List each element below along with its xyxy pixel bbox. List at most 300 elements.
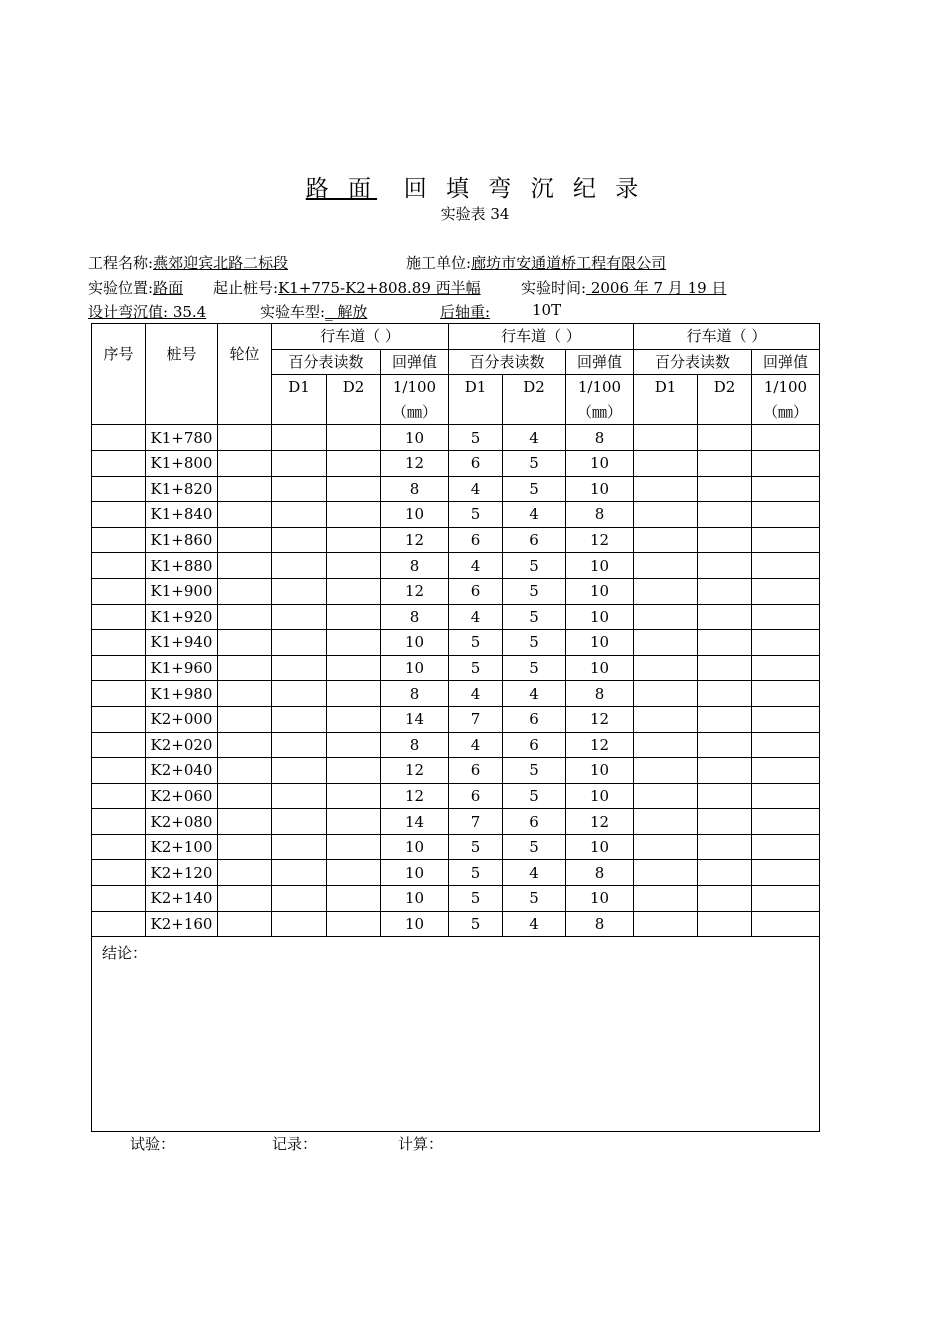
d1-cell xyxy=(272,809,327,835)
d1-header-1: D1 xyxy=(272,375,327,425)
rebound-cell xyxy=(752,425,820,451)
rebound-cell: 10 xyxy=(566,630,634,656)
d1-cell xyxy=(272,502,327,528)
d2-cell: 5 xyxy=(503,476,566,502)
d1-cell xyxy=(634,630,698,656)
d1-cell: 5 xyxy=(449,860,503,886)
project-value: 燕郊迎宾北路二标段 xyxy=(153,254,289,272)
d1-cell: 5 xyxy=(449,630,503,656)
d2-cell xyxy=(698,758,752,784)
station-cell: K1+940 xyxy=(146,630,218,656)
table-row xyxy=(92,834,820,860)
unit-header-1: 1/100 xyxy=(381,375,449,400)
d2-header-3: D2 xyxy=(698,375,752,425)
d1-cell xyxy=(634,732,698,758)
rebound-cell xyxy=(752,630,820,656)
seq-cell xyxy=(92,527,146,553)
station-cell: K2+160 xyxy=(146,911,218,937)
d2-cell xyxy=(327,834,381,860)
d2-cell xyxy=(698,450,752,476)
d2-cell xyxy=(698,860,752,886)
d1-cell xyxy=(634,706,698,732)
d2-cell: 4 xyxy=(503,681,566,707)
d1-cell: 5 xyxy=(449,502,503,528)
table-row xyxy=(92,425,820,451)
table-row xyxy=(92,476,820,502)
station-cell: K1+840 xyxy=(146,502,218,528)
dial-header-1: 百分表读数 xyxy=(272,349,381,375)
rebound-cell: 10 xyxy=(381,860,449,886)
station-cell: K1+820 xyxy=(146,476,218,502)
rebound-cell: 10 xyxy=(381,502,449,528)
d1-cell xyxy=(272,834,327,860)
d2-cell xyxy=(698,655,752,681)
d1-cell: 5 xyxy=(449,834,503,860)
rebound-cell: 8 xyxy=(381,553,449,579)
station-cell: K2+080 xyxy=(146,809,218,835)
station-cell: K2+060 xyxy=(146,783,218,809)
rebound-cell xyxy=(752,502,820,528)
station-cell: K1+780 xyxy=(146,425,218,451)
location-label: 实验位置: xyxy=(88,279,154,297)
unit-label: 施工单位: xyxy=(406,254,472,272)
d2-cell: 5 xyxy=(503,553,566,579)
seq-cell xyxy=(92,578,146,604)
wheel-cell xyxy=(218,886,272,912)
d1-cell: 6 xyxy=(449,783,503,809)
rebound-cell: 12 xyxy=(381,783,449,809)
station-value: K1+775-K2+808.89 西半幅 xyxy=(278,279,481,297)
d1-cell xyxy=(272,630,327,656)
conclusion-label: 结论： xyxy=(102,944,148,963)
station-cell: K2+000 xyxy=(146,706,218,732)
table-row xyxy=(92,758,820,784)
d1-cell xyxy=(634,604,698,630)
station-cell: K2+020 xyxy=(146,732,218,758)
seq-cell xyxy=(92,604,146,630)
d2-cell xyxy=(327,604,381,630)
d1-cell xyxy=(272,732,327,758)
d2-cell xyxy=(698,502,752,528)
seq-cell xyxy=(92,758,146,784)
d2-cell: 5 xyxy=(503,783,566,809)
d1-cell xyxy=(272,886,327,912)
rebound-cell: 10 xyxy=(381,425,449,451)
d1-cell: 4 xyxy=(449,476,503,502)
station-cell: K1+920 xyxy=(146,604,218,630)
d2-cell xyxy=(698,425,752,451)
table-row xyxy=(92,630,820,656)
seq-cell xyxy=(92,553,146,579)
d1-cell xyxy=(272,578,327,604)
d1-cell xyxy=(634,425,698,451)
d2-cell xyxy=(327,809,381,835)
date-value: 2006 年 7 月 19 日 xyxy=(586,279,727,297)
unit-mm-3: （㎜） xyxy=(752,400,820,425)
rebound-cell: 8 xyxy=(381,476,449,502)
rebound-cell xyxy=(752,783,820,809)
wheel-cell xyxy=(218,553,272,579)
d1-cell: 6 xyxy=(449,450,503,476)
seq-cell xyxy=(92,783,146,809)
table-row xyxy=(92,860,820,886)
d1-cell: 7 xyxy=(449,706,503,732)
d2-cell: 6 xyxy=(503,809,566,835)
d2-cell: 5 xyxy=(503,604,566,630)
rebound-cell: 10 xyxy=(566,476,634,502)
d2-cell: 5 xyxy=(503,834,566,860)
station-cell: K1+960 xyxy=(146,655,218,681)
rebound-cell xyxy=(752,809,820,835)
d2-cell xyxy=(327,886,381,912)
title-main: 回 填 弯 沉 纪 录 xyxy=(403,176,645,202)
table-row xyxy=(92,527,820,553)
d1-cell: 6 xyxy=(449,578,503,604)
seq-cell xyxy=(92,502,146,528)
wheel-cell xyxy=(218,527,272,553)
wheel-cell xyxy=(218,450,272,476)
rebound-cell: 10 xyxy=(381,834,449,860)
table-row xyxy=(92,809,820,835)
wheel-cell xyxy=(218,630,272,656)
deflection-table xyxy=(91,323,820,1132)
rebound-cell: 10 xyxy=(566,578,634,604)
wheel-cell xyxy=(218,783,272,809)
seq-cell xyxy=(92,886,146,912)
d1-cell xyxy=(634,450,698,476)
seq-cell xyxy=(92,860,146,886)
unit-header-2: 1/100 xyxy=(566,375,634,400)
rebound-cell: 10 xyxy=(381,655,449,681)
d1-cell xyxy=(272,604,327,630)
rebound-cell xyxy=(752,553,820,579)
d2-cell xyxy=(327,911,381,937)
rebound-cell xyxy=(752,604,820,630)
d2-cell xyxy=(327,425,381,451)
rebound-header-3: 回弹值 xyxy=(752,349,820,375)
d2-cell: 6 xyxy=(503,706,566,732)
d2-header-2: D2 xyxy=(503,375,566,425)
seq-cell xyxy=(92,655,146,681)
d2-cell xyxy=(327,706,381,732)
rebound-cell xyxy=(752,860,820,886)
seq-cell xyxy=(92,425,146,451)
d2-cell xyxy=(698,630,752,656)
d1-cell: 5 xyxy=(449,655,503,681)
page-title xyxy=(0,170,950,203)
d1-cell xyxy=(272,655,327,681)
d2-cell xyxy=(327,450,381,476)
d1-cell xyxy=(634,527,698,553)
lane-header-2: 行车道（ ） xyxy=(449,324,634,350)
lane-header-3: 行车道（ ） xyxy=(634,324,820,350)
table-row xyxy=(92,706,820,732)
wheel-cell xyxy=(218,834,272,860)
d1-cell: 6 xyxy=(449,527,503,553)
station-cell: K2+140 xyxy=(146,886,218,912)
d1-cell xyxy=(634,578,698,604)
table-row xyxy=(92,681,820,707)
vehicle-value: _ 解放 xyxy=(325,303,368,321)
rebound-header-2: 回弹值 xyxy=(566,349,634,375)
wheel-cell xyxy=(218,681,272,707)
rebound-cell: 8 xyxy=(381,681,449,707)
date-label: 实验时间: xyxy=(521,279,587,297)
rebound-cell: 14 xyxy=(381,706,449,732)
d1-cell xyxy=(634,681,698,707)
d2-cell xyxy=(327,758,381,784)
d1-cell: 4 xyxy=(449,732,503,758)
seq-cell xyxy=(92,476,146,502)
unit-mm-2: （㎜） xyxy=(566,400,634,425)
d1-cell xyxy=(634,886,698,912)
rebound-cell: 10 xyxy=(566,834,634,860)
wheel-cell xyxy=(218,502,272,528)
design-label: 设计弯沉值: xyxy=(88,303,173,321)
table-row xyxy=(92,886,820,912)
d1-cell xyxy=(272,450,327,476)
col-seq: 序号 xyxy=(92,324,146,425)
station-cell: K1+880 xyxy=(146,553,218,579)
axle-label: 后轴重: xyxy=(440,303,491,321)
wheel-cell xyxy=(218,758,272,784)
d1-cell xyxy=(272,783,327,809)
d1-cell xyxy=(634,783,698,809)
unit-value: 廊坊市安通道桥工程有限公司 xyxy=(471,254,667,272)
rebound-cell: 8 xyxy=(381,604,449,630)
rebound-cell: 8 xyxy=(381,732,449,758)
dial-header-2: 百分表读数 xyxy=(449,349,566,375)
wheel-cell xyxy=(218,425,272,451)
rebound-cell xyxy=(752,527,820,553)
rebound-cell xyxy=(752,706,820,732)
d2-header-1: D2 xyxy=(327,375,381,425)
d2-cell xyxy=(698,527,752,553)
rebound-cell: 8 xyxy=(566,502,634,528)
station-cell: K1+980 xyxy=(146,681,218,707)
rebound-cell: 10 xyxy=(566,758,634,784)
table-row xyxy=(92,450,820,476)
wheel-cell xyxy=(218,476,272,502)
lane-header-1: 行车道（ ） xyxy=(272,324,449,350)
table-row xyxy=(92,553,820,579)
d2-cell xyxy=(698,783,752,809)
d2-cell xyxy=(698,681,752,707)
rebound-cell: 10 xyxy=(566,553,634,579)
table-row xyxy=(92,783,820,809)
d1-header-2: D1 xyxy=(449,375,503,425)
rebound-cell: 12 xyxy=(381,758,449,784)
rebound-cell: 12 xyxy=(381,527,449,553)
wheel-cell xyxy=(218,604,272,630)
table-body xyxy=(92,425,820,937)
d2-cell xyxy=(698,553,752,579)
d1-cell xyxy=(634,502,698,528)
station-label: 起止桩号: xyxy=(213,279,279,297)
test-signature-label: 试验： xyxy=(130,1135,176,1153)
header-row-1 xyxy=(92,324,820,350)
d1-cell xyxy=(634,809,698,835)
axle-value: 10T xyxy=(532,301,562,319)
table-row xyxy=(92,732,820,758)
d1-cell: 5 xyxy=(449,911,503,937)
col-station: 桩号 xyxy=(146,324,218,425)
seq-cell xyxy=(92,681,146,707)
rebound-cell xyxy=(752,450,820,476)
unit-header-3: 1/100 xyxy=(752,375,820,400)
d2-cell xyxy=(327,630,381,656)
rebound-cell xyxy=(752,732,820,758)
d2-cell: 5 xyxy=(503,630,566,656)
d2-cell: 5 xyxy=(503,655,566,681)
rebound-cell xyxy=(752,834,820,860)
d1-cell xyxy=(634,758,698,784)
rebound-cell: 8 xyxy=(566,681,634,707)
rebound-cell: 10 xyxy=(566,886,634,912)
d2-cell xyxy=(698,809,752,835)
d2-cell xyxy=(327,578,381,604)
rebound-cell xyxy=(752,476,820,502)
conclusion-row xyxy=(92,937,820,1132)
seq-cell xyxy=(92,809,146,835)
d2-cell xyxy=(698,476,752,502)
d1-cell xyxy=(272,425,327,451)
d2-cell xyxy=(698,732,752,758)
d2-cell: 5 xyxy=(503,450,566,476)
wheel-cell xyxy=(218,732,272,758)
d1-cell: 4 xyxy=(449,604,503,630)
table-row xyxy=(92,655,820,681)
rebound-cell: 8 xyxy=(566,860,634,886)
d1-cell: 6 xyxy=(449,758,503,784)
rebound-cell xyxy=(752,911,820,937)
seq-cell xyxy=(92,630,146,656)
d1-cell xyxy=(272,860,327,886)
table-row xyxy=(92,578,820,604)
wheel-cell xyxy=(218,911,272,937)
d2-cell xyxy=(698,578,752,604)
d2-cell xyxy=(327,502,381,528)
rebound-cell: 10 xyxy=(566,655,634,681)
seq-cell xyxy=(92,732,146,758)
rebound-cell: 12 xyxy=(566,706,634,732)
d1-cell xyxy=(634,860,698,886)
d1-cell xyxy=(272,476,327,502)
d2-cell xyxy=(698,604,752,630)
wheel-cell xyxy=(218,655,272,681)
wheel-cell xyxy=(218,578,272,604)
project-label: 工程名称: xyxy=(88,254,154,272)
d2-cell xyxy=(327,476,381,502)
d2-cell: 6 xyxy=(503,527,566,553)
d1-cell xyxy=(272,553,327,579)
seq-cell xyxy=(92,911,146,937)
station-cell: K2+100 xyxy=(146,834,218,860)
d2-cell xyxy=(327,783,381,809)
d2-cell xyxy=(698,706,752,732)
seq-cell xyxy=(92,450,146,476)
d2-cell: 4 xyxy=(503,860,566,886)
d1-cell xyxy=(272,681,327,707)
d2-cell: 4 xyxy=(503,911,566,937)
design-value: 35.4 xyxy=(172,303,207,321)
d2-cell xyxy=(327,553,381,579)
d2-cell xyxy=(327,527,381,553)
rebound-cell: 8 xyxy=(566,911,634,937)
rebound-cell: 12 xyxy=(566,732,634,758)
rebound-cell: 12 xyxy=(381,450,449,476)
table-row xyxy=(92,502,820,528)
d2-cell xyxy=(698,911,752,937)
table-row xyxy=(92,911,820,937)
d2-cell xyxy=(327,860,381,886)
title-underlined: 路 面 xyxy=(305,176,378,202)
wheel-cell xyxy=(218,706,272,732)
table-row xyxy=(92,604,820,630)
wheel-cell xyxy=(218,809,272,835)
d2-cell: 5 xyxy=(503,578,566,604)
rebound-cell: 10 xyxy=(381,911,449,937)
calc-signature-label: 计算： xyxy=(398,1135,444,1153)
rebound-cell xyxy=(752,886,820,912)
col-wheel: 轮位 xyxy=(218,324,272,425)
d2-cell xyxy=(327,655,381,681)
d1-cell xyxy=(272,758,327,784)
rebound-cell: 14 xyxy=(381,809,449,835)
rebound-cell xyxy=(752,655,820,681)
d2-cell: 6 xyxy=(503,732,566,758)
rebound-cell: 12 xyxy=(566,527,634,553)
d1-cell xyxy=(634,911,698,937)
page-subtitle: 实验表 34 xyxy=(440,205,510,223)
rebound-cell: 8 xyxy=(566,425,634,451)
d1-cell: 5 xyxy=(449,886,503,912)
d1-cell: 4 xyxy=(449,681,503,707)
d1-cell: 5 xyxy=(449,425,503,451)
d2-cell xyxy=(327,681,381,707)
d1-cell: 4 xyxy=(449,553,503,579)
rebound-cell: 10 xyxy=(381,630,449,656)
station-cell: K1+900 xyxy=(146,578,218,604)
d1-cell xyxy=(272,706,327,732)
rebound-cell: 10 xyxy=(566,604,634,630)
d2-cell xyxy=(327,732,381,758)
record-signature-label: 记录： xyxy=(272,1135,318,1153)
d1-cell xyxy=(272,911,327,937)
rebound-cell xyxy=(752,758,820,784)
d2-cell: 5 xyxy=(503,886,566,912)
seq-cell xyxy=(92,834,146,860)
dial-header-3: 百分表读数 xyxy=(634,349,752,375)
rebound-cell: 10 xyxy=(566,450,634,476)
d2-cell xyxy=(698,834,752,860)
d2-cell: 4 xyxy=(503,502,566,528)
unit-mm-1: （㎜） xyxy=(381,400,449,425)
d1-cell xyxy=(634,553,698,579)
rebound-header-1: 回弹值 xyxy=(381,349,449,375)
wheel-cell xyxy=(218,860,272,886)
d1-cell xyxy=(634,476,698,502)
station-cell: K1+860 xyxy=(146,527,218,553)
d1-cell xyxy=(634,655,698,681)
location-value: 路面 xyxy=(153,279,184,297)
seq-cell xyxy=(92,706,146,732)
station-cell: K2+040 xyxy=(146,758,218,784)
station-cell: K1+800 xyxy=(146,450,218,476)
d1-cell xyxy=(634,834,698,860)
rebound-cell: 12 xyxy=(566,809,634,835)
rebound-cell: 10 xyxy=(566,783,634,809)
